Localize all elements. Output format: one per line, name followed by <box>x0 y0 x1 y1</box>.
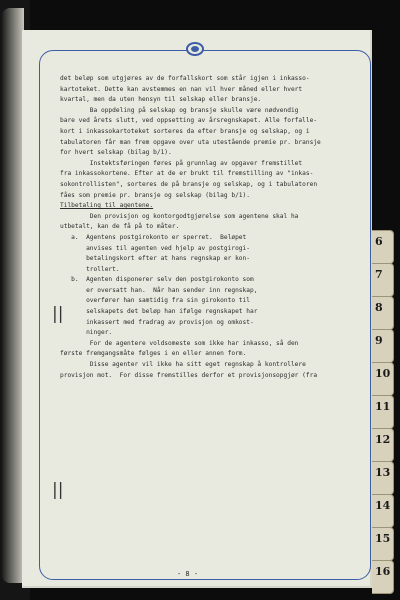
index-tab[interactable] <box>372 263 394 297</box>
text-line: Disse agenter vil ikke ha sitt eget regnskap å kontrollere <box>60 361 306 369</box>
text-line: inkassert med fradrag av provisjon og omkost- <box>60 318 254 326</box>
text-line: ninger. <box>60 329 113 337</box>
text-line: trollert. <box>60 265 120 273</box>
text-line: sokontrollisten", sorteres de på bransje og selskap, og i tabulatoren <box>60 180 318 188</box>
text-line: betalingskort efter at hans regnskap er kon- <box>60 255 250 263</box>
index-tab[interactable] <box>372 494 394 528</box>
text-line: kort i inkassokartoteket sorteres da efter bransje og selskap, og i <box>60 127 310 135</box>
index-tabs <box>372 35 396 595</box>
index-tab[interactable] <box>372 461 394 495</box>
index-tab-label: 11 <box>375 400 391 413</box>
text-line: selskapets det beløp han ifølge regnskapet har <box>60 308 258 316</box>
index-tab-label: 14 <box>375 499 391 512</box>
text-line: utbetalt, kan de få på to måter. <box>60 223 180 231</box>
text-line: Tilbetaling til agentene. <box>60 202 154 210</box>
index-tab-label: 15 <box>375 532 391 545</box>
letterhead-seal-icon <box>186 42 204 56</box>
text-line: kartoteket. Dette kan avstemmes en nan vil hver måned eller hvert <box>60 85 303 93</box>
text-line: fåes som premie pr. bransje og selskap (bilag b/1). <box>60 191 250 199</box>
index-tab-label: 13 <box>375 466 391 479</box>
text-line: For de agentere voldsomeste som ikke har inkasso, så den <box>60 339 299 347</box>
index-tab[interactable] <box>372 296 394 330</box>
margin-mark: || <box>52 304 64 324</box>
page-number: - 8 - <box>177 570 199 578</box>
text-line: provisjon mot. For disse fremstilles derfor et provisjonsopgjør (fra <box>60 371 318 379</box>
text-line: Instektsføringen føres på grunnlag av opgaver fremstillet <box>60 159 303 167</box>
index-tab[interactable] <box>372 329 394 363</box>
index-tab-label: 6 <box>375 235 383 248</box>
index-tab-label: 7 <box>375 268 383 281</box>
document-page <box>22 30 372 588</box>
text-line: anvises til agenten ved hjelp av postgirogi- <box>60 244 250 252</box>
text-line: overfører han samtidig fra sin girokonto til <box>60 297 250 305</box>
text-line: tabulatoren får man frem opgave over uta utestående premie pr. bransje <box>60 138 321 146</box>
index-tab-label: 9 <box>375 334 383 347</box>
text-line: b. Agenten disponerer selv den postgirokonto som <box>60 276 254 284</box>
text-line: fra inkassokortene. Efter at de er brukt til fremstilling av "inkas- <box>60 170 314 178</box>
index-tab-label: 8 <box>375 301 383 314</box>
text-line: bare ved årets slutt, ved oppsetting av årsregnskapet. Alle forfalle- <box>60 117 318 125</box>
text-line: første fremgangsmåte følges i en eller annen form. <box>60 350 247 358</box>
text-line: Ba oppdeling på selskap og bransje skulle være nødvendig <box>60 106 299 114</box>
text-line: er oversatt han. Når han sender inn regnskap, <box>60 286 258 294</box>
text-line: kvartal, men da uten hensyn til selskap eller bransje. <box>60 96 262 104</box>
typed-body-text <box>60 74 362 381</box>
index-tab[interactable] <box>372 230 394 264</box>
text-line: a. Agentens postgirokonto er sperret. Beløpet <box>60 233 247 241</box>
index-tab-label: 10 <box>375 367 391 380</box>
index-tab[interactable] <box>372 395 394 429</box>
margin-mark: || <box>52 480 64 500</box>
text-line: Den provisjon og kontorgodtgjørelse som agentene skal ha <box>60 212 299 220</box>
index-tab[interactable] <box>372 527 394 561</box>
index-tab-label: 12 <box>375 433 391 446</box>
left-page-edge <box>2 8 24 583</box>
index-tab-label: 16 <box>375 565 391 578</box>
index-tab[interactable] <box>372 428 394 462</box>
index-tab[interactable] <box>372 362 394 396</box>
index-tab[interactable] <box>372 560 394 594</box>
text-line: det beløp som utgjøres av de forfallskort som står igjen i inkasso- <box>60 75 310 82</box>
text-line: for hvert selskap (bilag b/1). <box>60 149 172 157</box>
